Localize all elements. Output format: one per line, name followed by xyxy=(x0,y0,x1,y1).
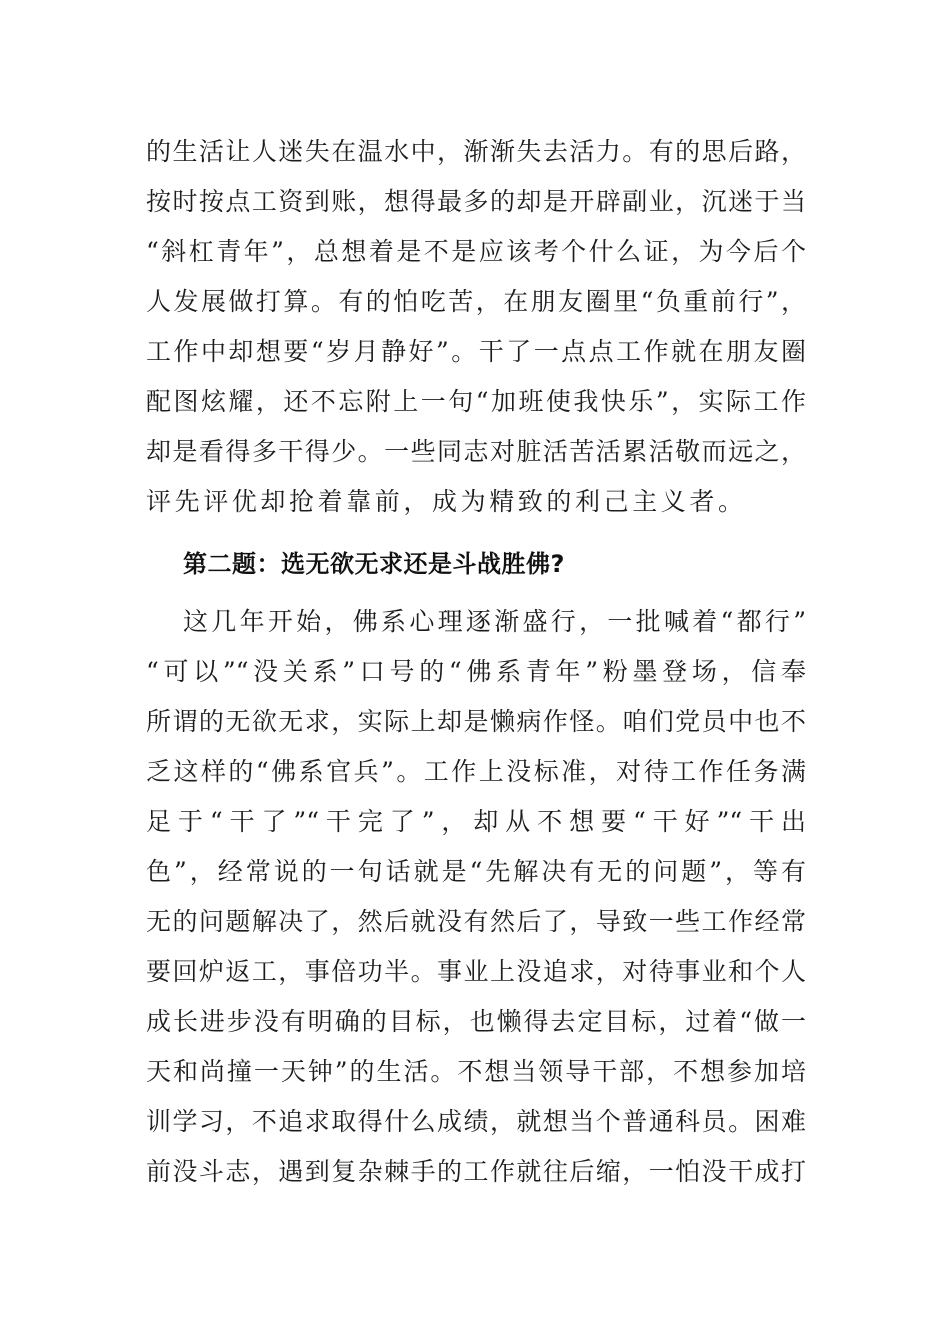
text-line: 所谓的无欲无求，实际上却是懒病作怪。咱们党员中也不 xyxy=(146,707,806,736)
text-line: 评先评优却抢着靠前，成为精致的利己主义者。 xyxy=(146,487,747,516)
text-line: 乏这样的“佛系官兵”。工作上没标准，对待工作任务满 xyxy=(146,757,806,786)
text-line: 要回炉返工，事倍功半。事业上没追求，对待事业和个人 xyxy=(146,957,806,986)
text-line: “斜杠青年”，总想着是不是应该考个什么证，为今后个 xyxy=(146,237,806,266)
text-line: 的生活让人迷失在温水中，渐渐失去活力。有的思后路， xyxy=(146,137,806,166)
text-line: 成长进步没有明确的目标，也懒得去定目标，过着“做一 xyxy=(146,1007,806,1036)
text-line: 这几年开始，佛系心理逐渐盛行，一批喊着“都行” xyxy=(183,607,806,636)
section-heading: 第二题：选无欲无求还是斗战胜佛? xyxy=(183,550,565,578)
text-line: 足于“干了”“干完了”，却从不想要“干好”“干出 xyxy=(146,807,806,836)
text-line: 工作中却想要“岁月静好”。干了一点点工作就在朋友圈 xyxy=(146,337,806,366)
text-line: 按时按点工资到账，想得最多的却是开辟副业，沉迷于当 xyxy=(146,187,806,216)
text-line: 色”，经常说的一句话就是“先解决有无的问题”，等有 xyxy=(146,857,806,886)
text-line: 天和尚撞一天钟”的生活。不想当领导干部，不想参加培 xyxy=(146,1057,806,1086)
text-line: 配图炫耀，还不忘附上一句“加班使我快乐”，实际工作 xyxy=(146,387,806,416)
text-line: 人发展做打算。有的怕吃苦，在朋友圈里“负重前行”， xyxy=(146,287,806,316)
text-line: 前没斗志，遇到复杂棘手的工作就往后缩，一怕没干成打 xyxy=(146,1157,806,1186)
text-line: 训学习，不追求取得什么成绩，就想当个普通科员。困难 xyxy=(146,1107,806,1136)
text-line: 却是看得多干得少。一些同志对脏活苦活累活敬而远之， xyxy=(146,437,806,466)
text-line: 无的问题解决了，然后就没有然后了，导致一些工作经常 xyxy=(146,907,806,936)
text-line: “可以”“没关系”口号的“佛系青年”粉墨登场，信奉 xyxy=(146,657,806,686)
